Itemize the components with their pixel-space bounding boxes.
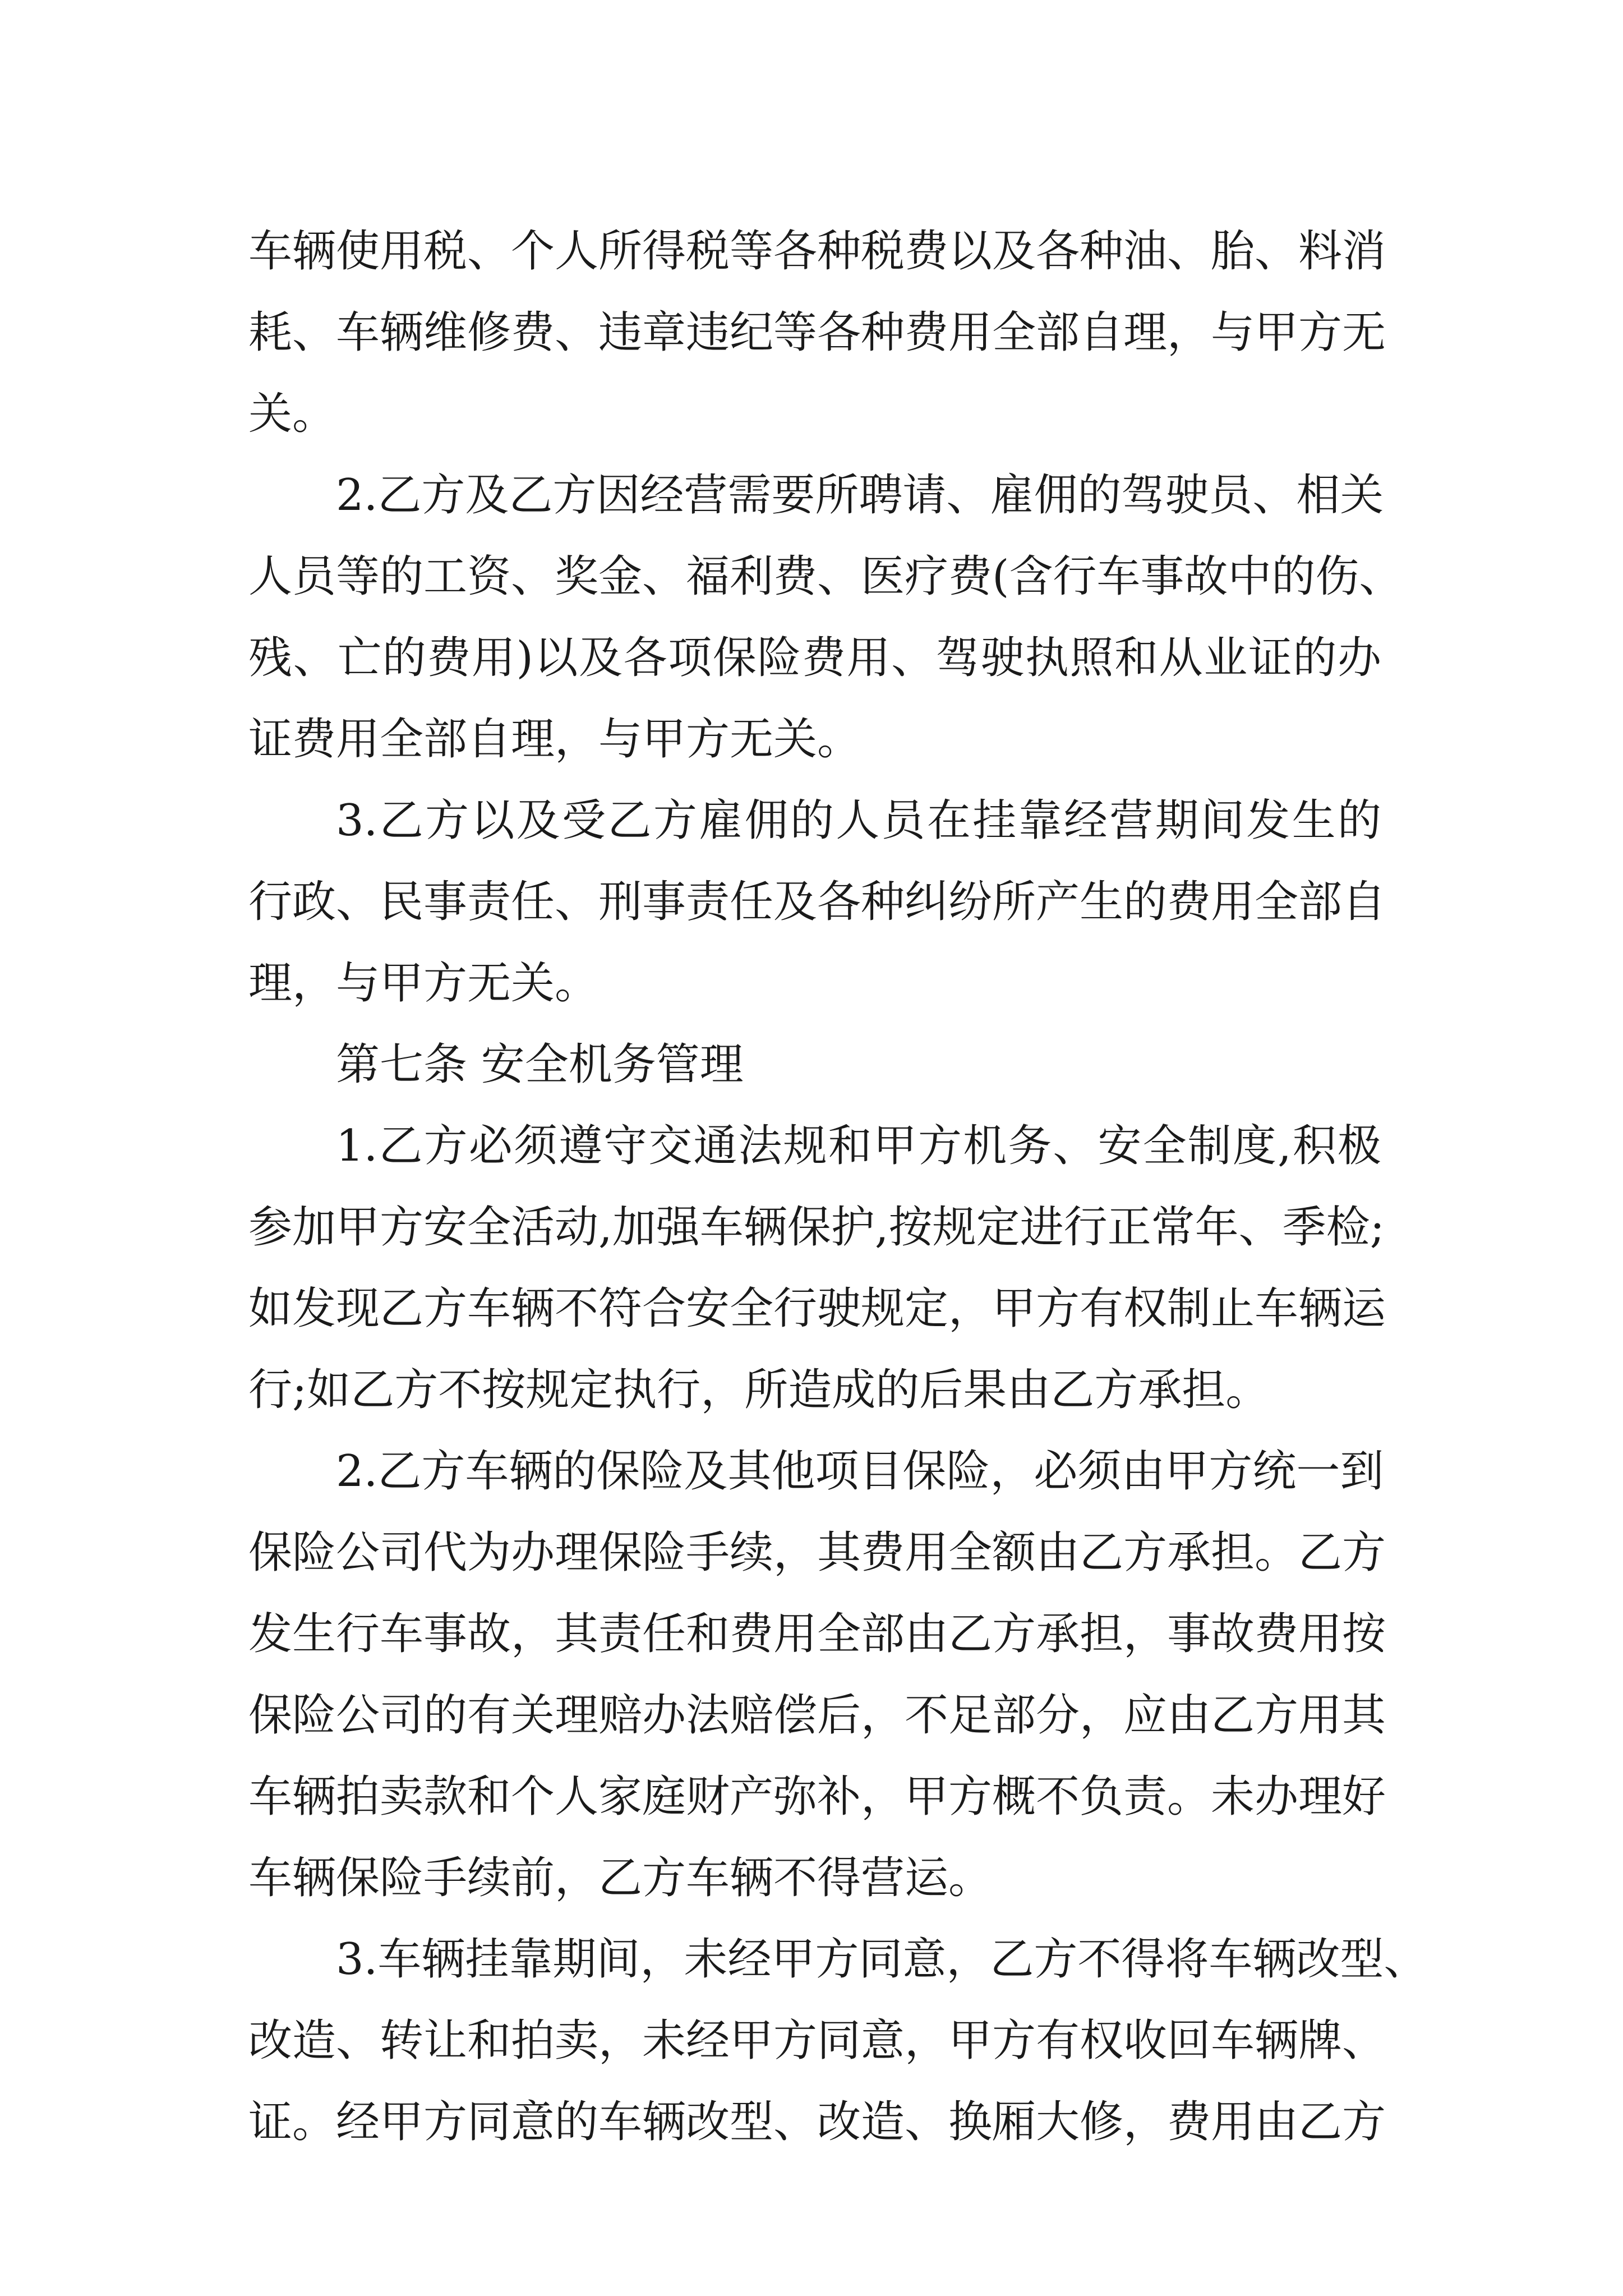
text-line: 行;如乙方不按规定执行，所造成的后果由乙方承担。	[248, 1365, 1270, 1415]
text-line: 参加甲方安全活动,加强车辆保护,按规定进行正常年、季检;	[248, 1202, 1385, 1253]
text-line: 证费用全部自理，与甲方无关。	[248, 714, 861, 765]
text-line: 改造、转让和拍卖，未经甲方同意，甲方有权收回车辆牌、	[248, 2016, 1386, 2066]
text-line: 理，与甲方无关。	[248, 958, 599, 1009]
text-line: 保险公司代为办理保险手续，其费用全额由乙方承担。乙方	[248, 1527, 1386, 1578]
text-line: 关。	[248, 389, 336, 439]
document-body	[248, 211, 1428, 2163]
text-line: 人员等的工资、奖金、福利费、医疗费(含行车事故中的伤、	[248, 551, 1403, 602]
text-line: 发生行车事故，其责任和费用全部由乙方承担，事故费用按	[248, 1609, 1386, 1659]
text-line: 车辆使用税、个人所得税等各种税费以及各种油、胎、料消	[248, 226, 1386, 277]
text-line: 2.乙方及乙方因经营需要所聘请、雇佣的驾驶员、相关	[336, 470, 1384, 521]
text-line: 证。经甲方同意的车辆改型、改造、换厢大修，费用由乙方	[248, 2097, 1386, 2147]
text-line: 如发现乙方车辆不符合安全行驶规定，甲方有权制止车辆运	[248, 1283, 1386, 1334]
text-line: 1.乙方必须遵守交通法规和甲方机务、安全制度,积极	[336, 1121, 1381, 1171]
text-line: 3.乙方以及受乙方雇佣的人员在挂靠经营期间发生的	[336, 795, 1381, 846]
section-heading: 第七条 安全机务管理	[336, 1039, 744, 1090]
text-line: 车辆保险手续前，乙方车辆不得营运。	[248, 1853, 993, 1903]
text-line: 2.乙方车辆的保险及其他项目保险，必须由甲方统一到	[336, 1446, 1384, 1497]
text-line: 行政、民事责任、刑事责任及各种纠纷所产生的费用全部自	[248, 877, 1386, 927]
text-line: 耗、车辆维修费、违章违纪等各种费用全部自理，与甲方无	[248, 307, 1386, 358]
text-line: 车辆拍卖款和个人家庭财产弥补，甲方概不负责。未办理好	[248, 1772, 1386, 1822]
text-line: 保险公司的有关理赔办法赔偿后，不足部分，应由乙方用其	[248, 1690, 1386, 1741]
text-line: 3.车辆挂靠期间，未经甲方同意，乙方不得将车辆改型、	[336, 1934, 1428, 1985]
text-line: 残、亡的费用)以及各项保险费用、驾驶执照和从业证的办	[248, 633, 1381, 683]
